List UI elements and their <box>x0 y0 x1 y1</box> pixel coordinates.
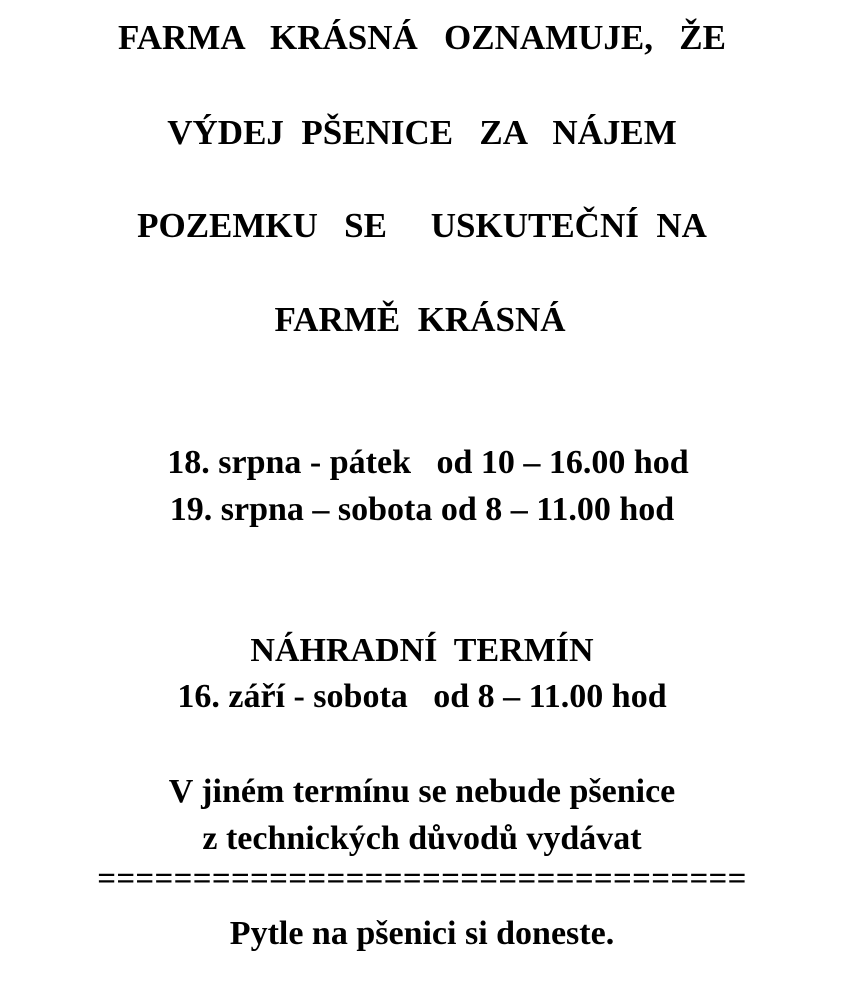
schedule-line-2: 19. srpna – sobota od 8 – 11.00 hod <box>169 491 675 528</box>
heading-line-2: VÝDEJ PŠENICE ZA NÁJEM <box>167 113 677 152</box>
heading-line-3: POZEMKU SE USKUTEČNÍ NA <box>137 206 707 245</box>
notice-line-2: z technických důvodů vydávat <box>202 820 642 857</box>
alternate-date: 16. září - sobota od 8 – 11.00 hod <box>177 678 667 715</box>
footer-line: Pytle na pšenici si doneste. <box>229 915 615 952</box>
heading-line-4: FARMĚ KRÁSNÁ <box>274 300 566 339</box>
schedule-line-1: 18. srpna - pátek od 10 – 16.00 hod <box>167 444 689 481</box>
notice-line-1: V jiném termínu se nebude pšenice <box>168 773 676 810</box>
heading-line-1: FARMA KRÁSNÁ OZNAMUJE, ŽE <box>118 18 726 57</box>
separator-line: ================================== <box>97 861 747 897</box>
alternate-title: NÁHRADNÍ TERMÍN <box>250 632 594 669</box>
